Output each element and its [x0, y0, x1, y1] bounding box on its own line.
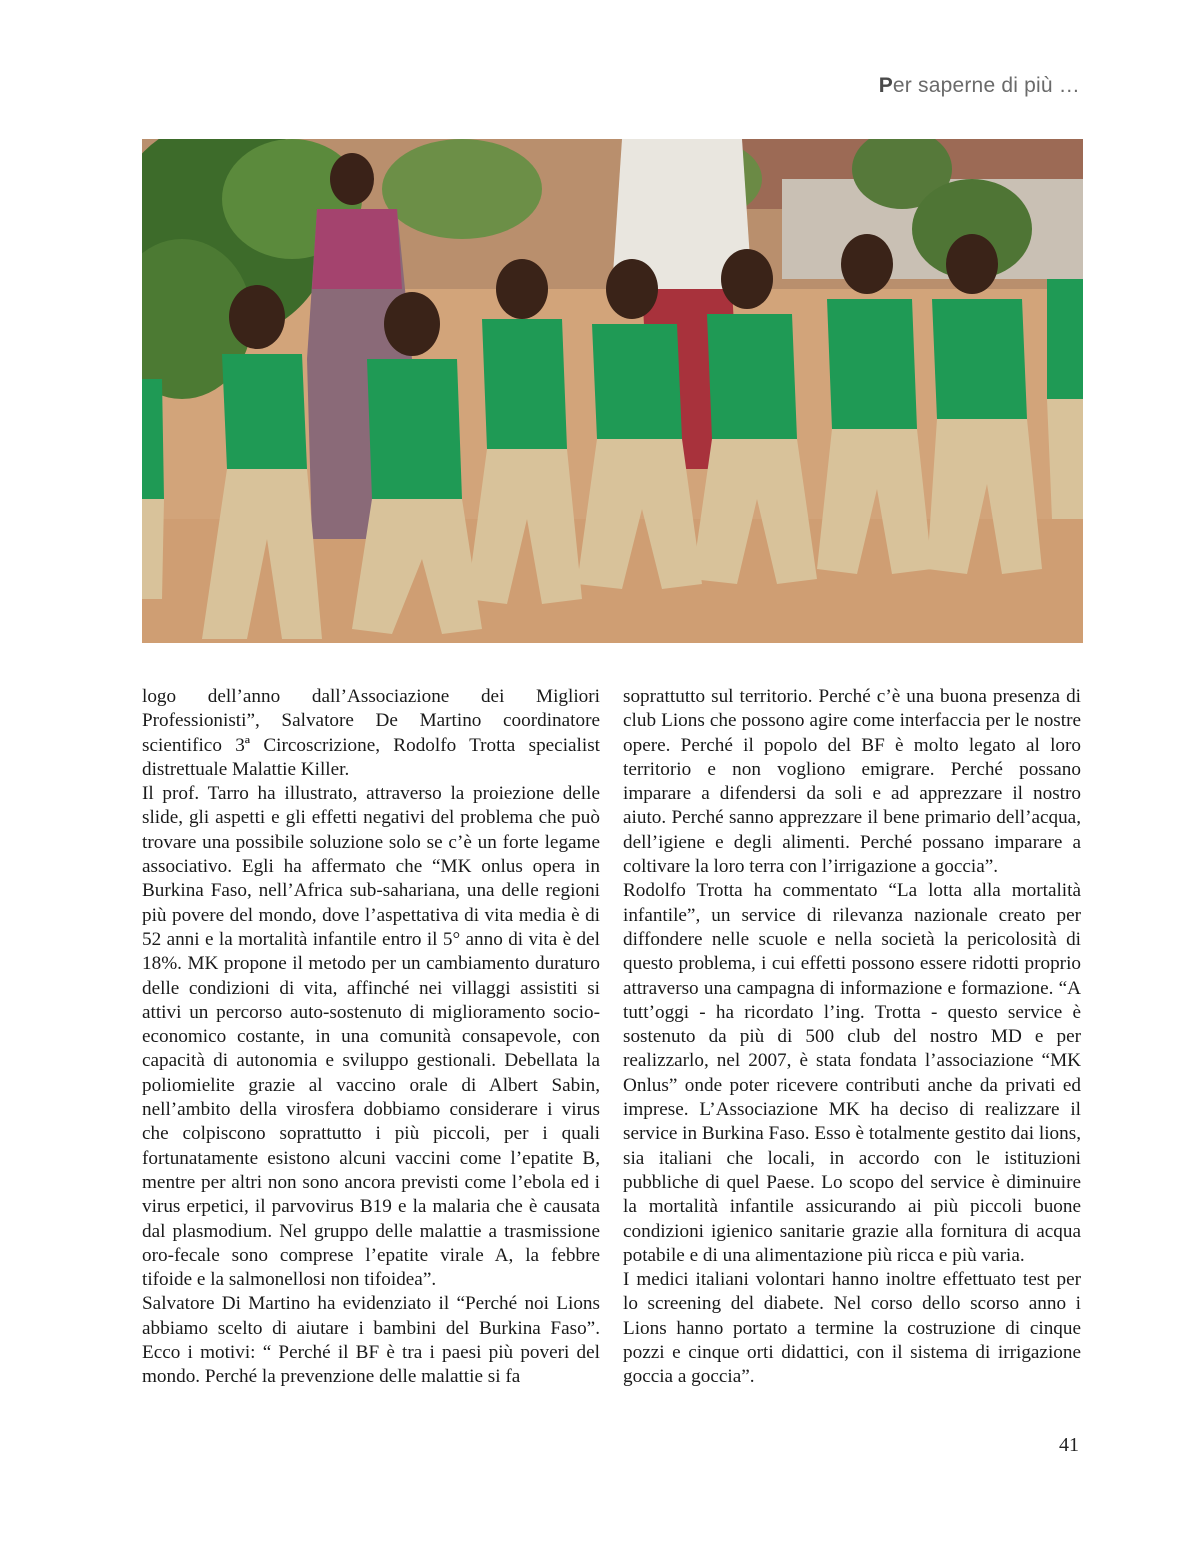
right-paragraph-3: I medici italiani volontari hanno inoltre effettuato test per lo screening del diabete. Nel corso dello scorso anno i Lions hanno portato a termine la costruzione di cinque pozzi e cinque orti didattici, con il sistema di irrigazione goccia a goccia”. [623, 1269, 1081, 1388]
right-paragraph-2: Rodolfo Trotta ha commentato “La lotta alla mortalità infantile”, un service di rilevanza nazionale creato per diffondere nelle scuole e nella società la pericolosità di questo problema, i cui effetti possono essere ridotti proprio attraverso una campagna di informazione e formazione. “A tutt’oggi - ha ricordato l’ing. Trotta - questo service è sostenuto da più di 500 club del nostro MD e per realizzarlo, nel 2007, è stata fondata l’associazione “MK Onlus” onde poter ricevere contributi anche da privati ed imprese. L’Associazione MK ha deciso di realizzare il service in Burkina Faso. Esso è totalmente gestito dai lions, sia italiani che locali, in accordo con le istituzioni pubbliche di quel Paese. Lo scopo del service è diminuire la mortalità infantile assicurando ai più piccoli buone condizioni igienico sanitarie grazie alla fornitura di acqua potabile e di una alimentazione più ricca e più varia. [623, 880, 1081, 1266]
left-paragraph-1: logo dell’anno dall’Associazione dei Migliori Professionisti”, Salvatore De Martino coordinatore scientifico 3ª Circoscrizione, Rodolfo Trotta specialist distrettuale Malattie Killer. [142, 686, 600, 780]
running-head-initial: P [878, 74, 893, 97]
left-paragraph-2: Il prof. Tarro ha illustrato, attraverso la proiezione delle slide, gli aspetti e gli effetti negativi del problema che può trovare una possibile soluzione solo se c’è un forte legame associativo. Egli ha affermato che “MK onlus opera in Burkina Faso, nell’Africa sub-sahariana, una delle regioni più povere del mondo, dove l’aspettativa di vita media è di 52 anni e la mortalità infantile entro il 5° anno di vita è del 18%. MK propone il metodo per un cambiamento duraturo delle condizioni di vita, affinché nei villaggi assistiti si attivi un percorso auto-sostenuto di miglioramento socio-economico costante, in una comunità consapevole, con capacità di autonomia e sviluppo gestionali. Debellata la poliomielite grazie al vaccino orale di Albert Sabin, nell’ambito della virosfera dobbiamo considerare i virus che colpiscono soprattutto i più piccoli, per i quali fortunatamente esistono alcuni vaccini come l’epatite B, mentre per altri non sono ancora previsti come l’ebola ed i virus erpetici, il parvovirus B19 e la malaria che è causata dal plasmodium. Nel gruppo delle malattie a trasmissione oro-fecale sono comprese l’epatite virale A, la febbre tifoide e la salmonellosi non tifoidea”. [142, 783, 600, 1291]
running-head [879, 74, 1080, 98]
right-column [623, 685, 1081, 1390]
left-column [142, 685, 600, 1390]
article-photo [142, 139, 1083, 643]
right-paragraph-1: soprattutto sul territorio. Perché c’è una buona presenza di club Lions che possono agire come interfaccia per le nostre opere. Perché il popolo del BF è molto legato al loro territorio e non vogliono emigrare. Perché possano imparare a difendersi da soli e ad apprezzare il nostro aiuto. Perché sanno apprezzare il bene primario dell’acqua, dell’igiene e degli alimenti. Perché possano imparare a coltivare la loro terra con l’irrigazione a goccia”. [623, 686, 1081, 878]
photo-children-in-green-shirts [142, 139, 1083, 643]
page-number: 41 [1059, 1434, 1079, 1456]
running-head-text: er saperne di più … [892, 74, 1080, 97]
left-paragraph-3: Salvatore Di Martino ha evidenziato il “Perché noi Lions abbiamo scelto di aiutare i bambini del Burkina Faso”. Ecco i motivi: “ Perché il BF è tra i paesi più poveri del mondo. Perché la prevenzione delle malattie si fa [142, 1293, 600, 1388]
